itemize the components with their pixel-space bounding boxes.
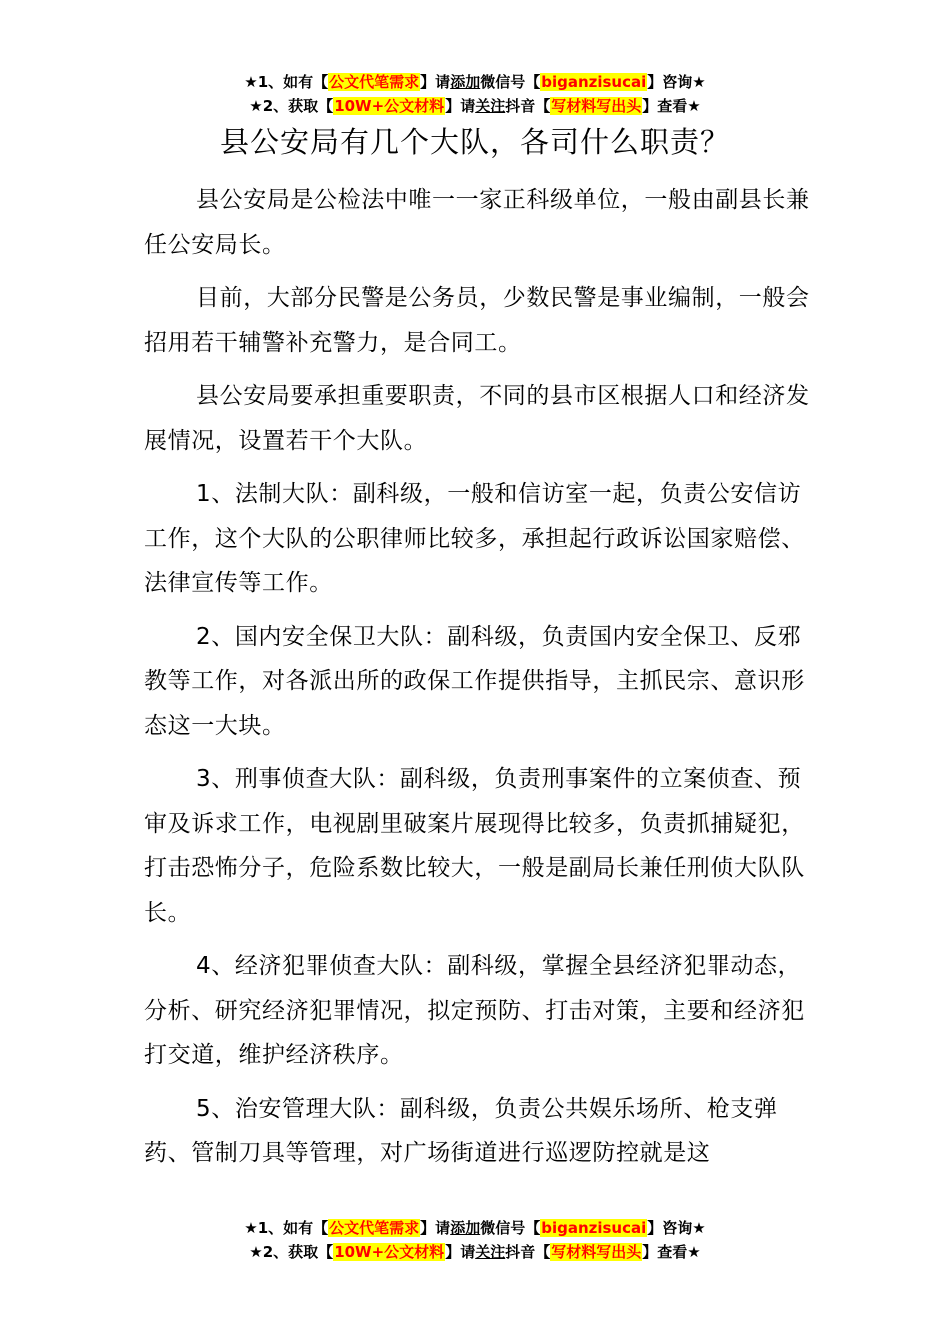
banner-highlight: 10W+公文材料 (334, 1243, 445, 1261)
banner-text: 抖音【 (505, 1243, 551, 1261)
banner-text: 】请 (420, 1219, 451, 1237)
paragraph: 县公安局要承担重要职责，不同的县市区根据人口和经济发展情况，设置若干个大队。 (144, 383, 810, 454)
banner-highlight: 写材料写出头 (551, 1243, 642, 1261)
document-body (144, 178, 816, 1185)
banner-text: 】请 (420, 73, 451, 91)
paragraph: 3、刑事侦查大队：副科级，负责刑事案件的立案侦查、预审及诉求工作，电视剧里破案片展现得比较多，负责抓捕疑犯，打击恐怖分子，危险系数比较大，一般是副局长兼任刑侦大队队长。 (144, 766, 805, 926)
banner-underlined-text: 关注 (475, 97, 506, 115)
paragraph: 5、治安管理大队：副科级，负责公共娱乐场所、枪支弹药、管制刀具等管理，对广场街道进行巡逻防控就是这 (144, 1095, 778, 1166)
banner-underlined-text: 关注 (475, 1243, 506, 1261)
banner-text: ★1、如有【 (244, 1219, 329, 1237)
banner-text: 】查看★ (642, 1243, 701, 1261)
banner-highlight: biganzisucai (541, 73, 647, 91)
banner-text: 微信号【 (480, 73, 541, 91)
banner-text: 】请 (445, 1243, 476, 1261)
banner-highlight: 公文代笔需求 (329, 1219, 420, 1237)
banner-text: 】查看★ (642, 97, 701, 115)
banner-highlight: biganzisucai (541, 1219, 647, 1237)
paragraph: 2、国内安全保卫大队：副科级，负责国内安全保卫、反邪教等工作，对各派出所的政保工作提供指导，主抓民宗、意识形态这一大块。 (144, 623, 805, 739)
paragraph: 目前，大部分民警是公务员，少数民警是事业编制，一般会招用若干辅警补充警力，是合同工。 (144, 285, 810, 356)
banner-text: ★2、获取【 (249, 1243, 334, 1261)
banner-line-2 (0, 1240, 950, 1264)
banner-underlined-text: 添加 (450, 1219, 481, 1237)
banner-highlight: 10W+公文材料 (334, 97, 445, 115)
banner-highlight: 写材料写出头 (551, 97, 642, 115)
banner-text: 抖音【 (505, 97, 551, 115)
banner-text: 】咨询★ (647, 1219, 706, 1237)
banner-line-2 (0, 94, 950, 118)
paragraph: 县公安局是公检法中唯一一家正科级单位，一般由副县长兼任公安局长。 (144, 187, 810, 258)
banner-text: ★1、如有【 (244, 73, 329, 91)
banner-text: 微信号【 (480, 1219, 541, 1237)
paragraph: 4、经济犯罪侦查大队：副科级，掌握全县经济犯罪动态，分析、研究经济犯罪情况，拟定预防、打击对策，主要和经济犯打交道，维护经济秩序。 (144, 953, 805, 1068)
banner-text: 】请 (445, 97, 476, 115)
paragraph: 1、法制大队：副科级，一般和信访室一起，负责公安信访工作，这个大队的公职律师比较多，承担起行政诉讼国家赔偿、法律宣传等工作。 (144, 481, 805, 596)
banner-text: ★2、获取【 (249, 97, 334, 115)
banner-highlight: 公文代笔需求 (329, 73, 420, 91)
top-banner (0, 70, 950, 118)
document-title: 县公安局有几个大队，各司什么职责？ (219, 125, 730, 159)
banner-underlined-text: 添加 (450, 73, 481, 91)
banner-line-1 (0, 70, 950, 94)
bottom-banner (0, 1216, 950, 1264)
banner-text: 】咨询★ (647, 73, 706, 91)
banner-line-1 (0, 1216, 950, 1240)
